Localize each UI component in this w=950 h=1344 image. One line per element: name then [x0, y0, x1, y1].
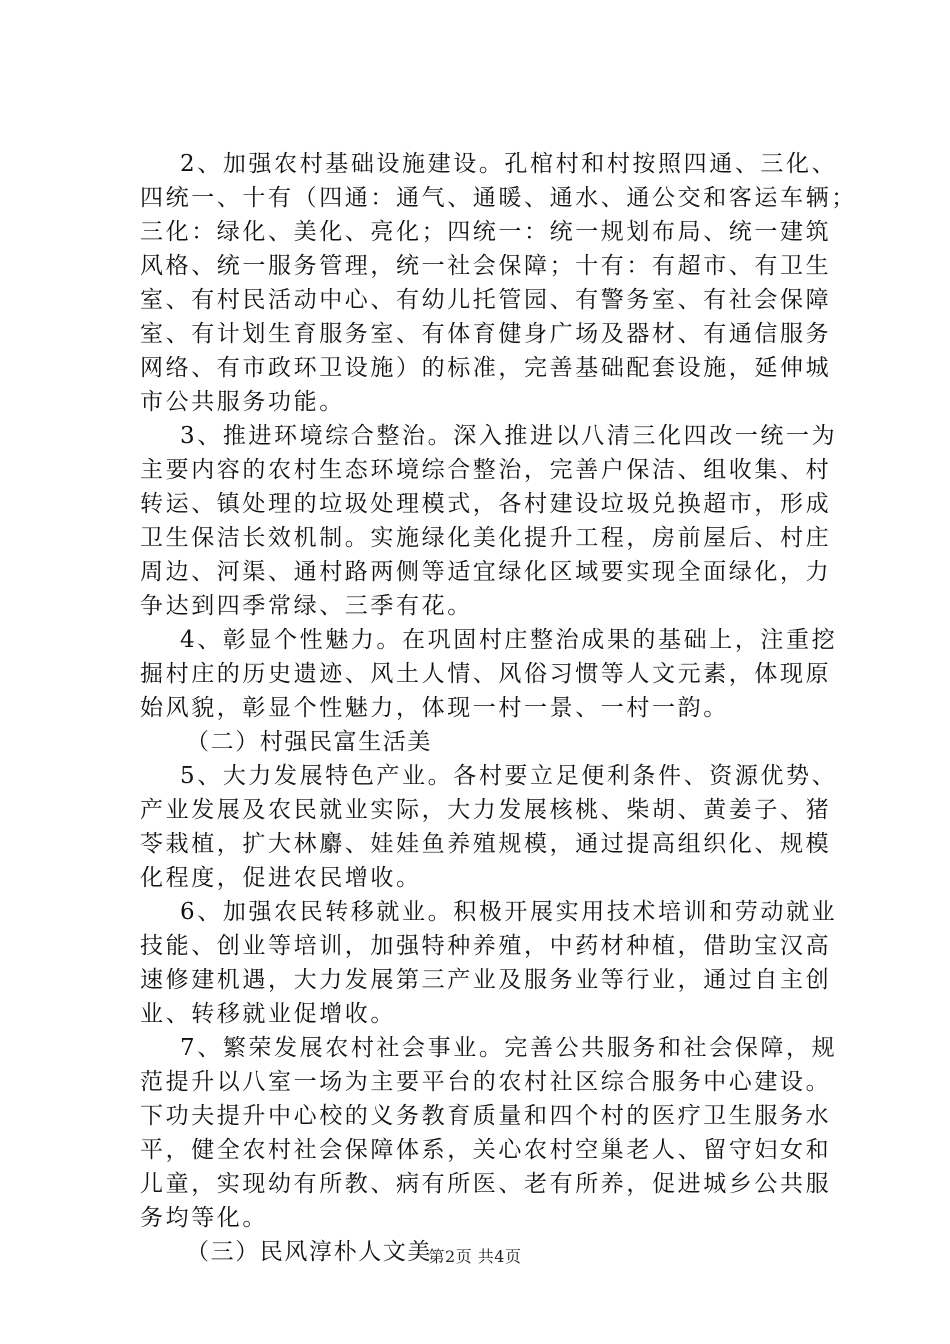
- text-line: 始风貌，彰显个性魅力，体现一村一景、一村一韵。: [140, 695, 729, 721]
- text-line: 掘村庄的历史遗迹、风土人情、风俗习惯等人文元素，体现原: [140, 661, 832, 687]
- section-heading: （二）村强民富生活美: [186, 729, 432, 755]
- text-line: 苓栽植，扩大林麝、娃娃鱼养殖规模，通过提高组织化、规模: [140, 831, 832, 857]
- page-footer: 第2页 共4页: [428, 1247, 522, 1266]
- text-line: 6、加强农民转移就业。积极开展实用技术培训和劳动就业: [180, 899, 838, 925]
- text-line: 风格、统一服务管理，统一社会保障；十有：有超市、有卫生: [140, 253, 832, 279]
- text-line: 卫生保洁长效机制。实施绿化美化提升工程，房前屋后、村庄: [140, 525, 832, 551]
- section-heading: （三）民风淳朴人文美: [186, 1239, 432, 1265]
- text-line: 速修建机遇，大力发展第三产业及服务业等行业，通过自主创: [140, 967, 832, 993]
- text-line: 2、加强农村基础设施建设。孔棺村和村按照四通、三化、: [180, 151, 838, 177]
- text-line: 化程度，促进农民增收。: [140, 865, 422, 891]
- text-line: 室、有计划生育服务室、有体育健身广场及器材、有通信服务: [140, 321, 832, 347]
- text-line: 周边、河渠、通村路两侧等适宜绿化区域要实现全面绿化，力: [140, 559, 832, 585]
- text-line: 争达到四季常绿、三季有花。: [140, 593, 473, 619]
- text-line: 务均等化。: [140, 1205, 268, 1231]
- text-line: 平，健全农村社会保障体系，关心农村空巢老人、留守妇女和: [140, 1137, 832, 1163]
- text-line: 7、繁荣发展农村社会事业。完善公共服务和社会保障，规: [180, 1035, 838, 1061]
- document-body: [140, 147, 857, 1269]
- text-line: 主要内容的农村生态环境综合整治，完善户保洁、组收集、村: [140, 457, 832, 483]
- text-line: 四统一、十有（四通：通气、通暖、通水、通公交和客运车辆；: [140, 185, 857, 211]
- text-line: 3、推进环境综合整治。深入推进以八清三化四改一统一为: [180, 423, 838, 449]
- text-line: 技能、创业等培训，加强特种养殖，中药材种植，借助宝汉高: [140, 933, 832, 959]
- text-line: 业、转移就业促增收。: [140, 1001, 396, 1027]
- text-line: 儿童，实现幼有所教、病有所医、老有所养，促进城乡公共服: [140, 1171, 832, 1197]
- text-line: 转运、镇处理的垃圾处理模式，各村建设垃圾兑换超市，形成: [140, 491, 832, 517]
- text-line: 4、彰显个性魅力。在巩固村庄整治成果的基础上，注重挖: [180, 627, 838, 653]
- text-line: 5、大力发展特色产业。各村要立足便利条件、资源优势、: [180, 763, 838, 789]
- text-line: 产业发展及农民就业实际，大力发展核桃、柴胡、黄姜子、猪: [140, 797, 832, 823]
- text-line: 范提升以八室一场为主要平台的农村社区综合服务中心建设。: [140, 1069, 832, 1095]
- text-line: 下功夫提升中心校的义务教育质量和四个村的医疗卫生服务水: [140, 1103, 832, 1129]
- text-line: 三化：绿化、美化、亮化；四统一：统一规划布局、统一建筑: [140, 219, 832, 245]
- text-line: 网络、有市政环卫设施）的标准，完善基础配套设施，延伸城: [140, 355, 832, 381]
- text-line: 室、有村民活动中心、有幼儿托管园、有警务室、有社会保障: [140, 287, 832, 313]
- text-line: 市公共服务功能。: [140, 389, 345, 415]
